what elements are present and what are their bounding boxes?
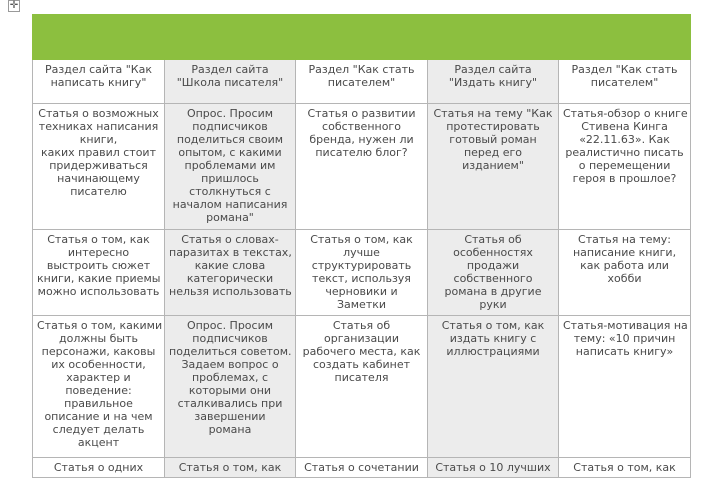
cell-line: книги, какие приемы [37,272,161,285]
green-header-cell [33,15,691,60]
content-plan-table [32,14,691,478]
cell-line: проблемами им [184,159,276,172]
cell-line: паразитах в текстах, [169,246,292,259]
cell-line: писателя [334,371,389,384]
table-cell[interactable] [296,316,428,458]
table-cell[interactable] [559,104,691,230]
cell-line: как работа или [580,259,669,272]
cell-line: Стивена Кинга [581,120,668,133]
cell-line: рабочего места, как [302,345,421,358]
cell-line: выстроить сюжет [46,259,151,272]
cell-line: героя в прошлое? [572,172,677,185]
cell-line: Статья о том, как [47,233,150,246]
cell-line: Статья-обзор о книге [563,107,688,120]
cell-line: Раздел "Как стать [571,63,678,76]
cell-line: Статья о одних [53,461,144,474]
cell-line: создать кабинет [312,358,411,371]
table-cell[interactable] [33,458,165,478]
table-cell[interactable] [559,458,691,478]
cell-line: писателем" [590,76,659,89]
cell-line: поделиться своим [176,133,284,146]
cell-line: их особенности, [51,358,146,371]
cell-line: «22.11.63». Как [579,133,670,146]
cell-line: Статья на тему: [578,233,671,246]
table-row [33,458,691,478]
cell-line: какие слова [194,259,266,272]
cell-line: пришлось [201,172,259,185]
cell-line: собственного [322,120,401,133]
cell-line: романа" [206,211,254,224]
table-cell[interactable] [296,458,428,478]
cell-line: столкнуться с [189,185,271,198]
cell-line: писателем" [327,76,396,89]
table-cell[interactable] [428,104,559,230]
table-cell[interactable] [165,458,296,478]
cell-line: протестировать [446,120,540,133]
table-cell[interactable] [428,316,559,458]
cell-line: нельзя использовать [169,285,292,298]
section-cell-become-writer-2[interactable] [559,60,691,104]
cell-line: акцент [77,436,120,449]
cell-line: писателю блог? [315,146,408,159]
cell-line: подписчиков [192,120,268,133]
cell-line: текст, используя [312,272,411,285]
cell-line: Задаем вопрос о [181,358,279,371]
cell-line: Статья на тему "Как [433,107,553,120]
table-cell[interactable] [428,458,559,478]
cell-line: сталкивались при [177,397,283,410]
cell-line: проблемах, с [191,371,269,384]
cell-line: интересно [67,246,130,259]
table-cell[interactable] [296,230,428,316]
cell-line: Статья-мотивация на [563,319,688,332]
cell-line: хобби [607,272,642,285]
table-header-band [33,15,691,60]
cell-line: Статья о том, как [573,461,676,474]
cell-line: придерживаться [49,159,148,172]
cell-line: должны быть [58,332,138,345]
cell-line: собственного [453,272,533,285]
cell-line: написание книги, [572,246,677,259]
cell-line: Статья о том, как [178,461,282,474]
cell-line: Статья о том, как [310,233,413,246]
section-cell-write-book[interactable] [33,60,165,104]
cell-line: написать книгу» [575,345,674,358]
cell-line: техниках написания [38,120,159,133]
table-cell[interactable] [428,230,559,316]
cell-line: можно использовать [37,285,160,298]
cell-line: "Издать книгу" [448,76,538,89]
table-cell[interactable] [165,230,296,316]
cell-line: "Школа писателя" [176,76,284,89]
table-cell[interactable] [296,104,428,230]
cell-line: Раздел сайта [191,63,269,76]
cell-line: Опрос. Просим [186,107,274,120]
cell-line: романа в другие [444,285,542,298]
cell-line: поделиться советом. [169,345,292,358]
table-row [33,104,691,230]
cell-line: Заметки [336,298,387,311]
cell-line: перед его [463,146,523,159]
content-plan-table-wrapper [32,14,690,478]
cell-line: каких правил стоит [40,146,156,159]
table-row [33,316,691,458]
cell-line: началом написания [172,198,288,211]
cell-line: Статья о 10 лучших [435,461,551,474]
table-cell[interactable] [559,230,691,316]
cell-line: Статья о том, как [441,319,545,332]
cell-line: описание и на чем [44,410,153,423]
section-cell-writer-school[interactable] [165,60,296,104]
cell-line: начинающему [57,172,140,185]
cell-line: тему: «10 причин [573,332,676,345]
cell-line: лучше [343,246,380,259]
cell-line: Опрос. Просим [186,319,274,332]
section-header-row [33,60,691,104]
cell-line: иллюстрациями [446,345,540,358]
cell-line: Статья о сочетании [304,461,419,474]
cell-line: следует делать [52,423,145,436]
cell-line: готовый роман [449,133,537,146]
cell-line: руки [479,298,507,311]
table-cell[interactable] [165,104,296,230]
cell-line: Раздел сайта [454,63,532,76]
cell-line: подписчиков [192,332,268,345]
cell-line: продажи [466,259,520,272]
cell-line: писателю [70,185,127,198]
cell-line: написать книгу" [50,76,147,89]
cell-line: о перемещении [578,159,671,172]
cell-line: категорически [186,272,274,285]
cell-line: издать книгу с [449,332,537,345]
table-row [33,230,691,316]
cell-line: структурировать [311,259,412,272]
cell-line: характер и [66,371,131,384]
cell-line: завершении [194,410,266,423]
cell-line: которыми они [188,384,272,397]
cell-line: реалистично писать [565,146,684,159]
cell-line: изданием" [462,159,524,172]
cell-line: персонажи, каковы [41,345,156,358]
table-cell[interactable] [33,230,165,316]
section-cell-become-writer[interactable] [296,60,428,104]
table-cell[interactable] [33,104,165,230]
table-cell[interactable] [559,316,691,458]
cell-line: Статья о том, какими [37,319,163,332]
cell-line: Статья о возможных [38,107,159,120]
cell-line: Раздел "Как стать [308,63,415,76]
cell-line: поведение: [65,384,132,397]
cell-line: бренда, нужен ли [309,133,414,146]
cell-line: Статья о развитии [307,107,416,120]
cell-line: черновики и [325,285,398,298]
table-cell[interactable] [33,316,165,458]
cell-line: книги, [79,133,118,146]
cell-line: особенностях [453,246,533,259]
cell-line: правильное [64,397,133,410]
section-cell-publish-book[interactable] [428,60,559,104]
cell-line: опытом, с какими [178,146,282,159]
cell-line: Статья об [332,319,391,332]
cell-line: Статья об [464,233,522,246]
table-cell[interactable] [165,316,296,458]
cell-line: Статья о словах- [181,233,279,246]
move-cross-icon[interactable]: ✛ [9,0,19,11]
cell-line: Раздел сайта "Как [45,63,152,76]
cell-line: организации [324,332,399,345]
cell-line: романа [208,423,252,436]
